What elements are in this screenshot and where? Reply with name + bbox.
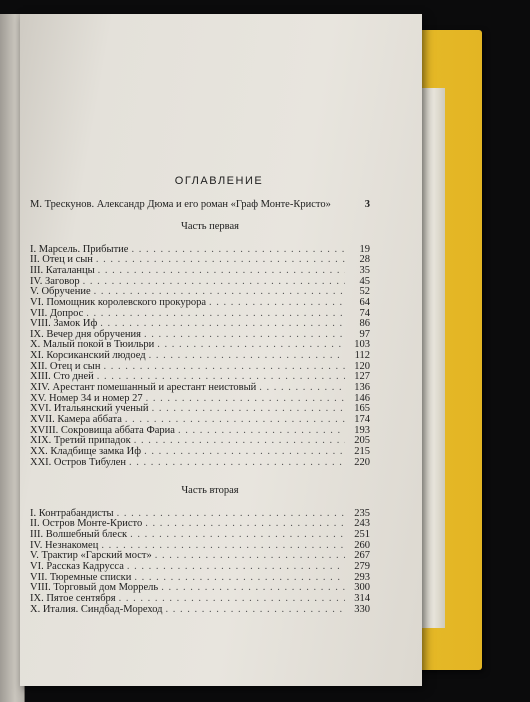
- page-number: 103: [354, 339, 370, 351]
- dot-leader: [103, 362, 345, 373]
- dot-leader: [152, 404, 345, 415]
- chapter-title: VII. Тюремные списки: [30, 571, 132, 583]
- page-number: 136: [354, 382, 370, 394]
- chapter-title: VIII. Замок Иф: [30, 318, 98, 330]
- chapter-title: II. Остров Монте-Кристо: [30, 518, 143, 530]
- dot-leader: [259, 383, 345, 394]
- chapter-title: X. Италия. Синдбад-Мореход: [30, 603, 163, 615]
- dot-leader: [117, 509, 345, 520]
- page-number: 220: [354, 456, 370, 468]
- page-number: 52: [359, 286, 370, 298]
- chapter-title: XI. Корсиканский людоед: [30, 350, 146, 362]
- page-number: 215: [354, 445, 370, 457]
- dot-leader: [134, 436, 345, 447]
- dot-leader: [209, 298, 345, 309]
- chapter-title: X. Малый покой в Тюильри: [30, 339, 155, 351]
- page-number: 97: [359, 328, 370, 340]
- page-number: 267: [354, 550, 370, 562]
- chapter-title: XXI. Остров Тибулен: [30, 456, 126, 468]
- page-number: 174: [354, 413, 370, 425]
- chapter-title: XIX. Третий припадок: [30, 435, 131, 447]
- dot-leader: [96, 255, 345, 266]
- toc-entry: [30, 605, 370, 616]
- dot-leader: [131, 245, 345, 256]
- chapter-title: IV. Заговор: [30, 275, 80, 287]
- page-number: 314: [354, 592, 370, 604]
- page-number: 74: [359, 307, 370, 319]
- page-number: 193: [354, 424, 370, 436]
- chapter-title: VI. Помощник королевского прокурора: [30, 296, 207, 308]
- toc-entry: [30, 594, 370, 605]
- part-one-list: [30, 245, 370, 468]
- toc-entry: [30, 458, 370, 469]
- chapter-title: XVI. Итальянский ученый: [30, 403, 149, 415]
- chapter-title: XV. Номер 34 и номер 27: [30, 392, 143, 404]
- page-number: 300: [354, 582, 370, 594]
- toc-title: ОГЛАВЛЕНИЕ: [174, 175, 264, 187]
- toc-intro-entry: [30, 199, 370, 211]
- toc-entry: [30, 266, 370, 277]
- dot-leader: [134, 573, 345, 584]
- page-number: 243: [354, 518, 370, 530]
- chapter-title: VII. Допрос: [30, 307, 84, 319]
- dot-leader: [144, 330, 345, 341]
- dot-leader: [146, 394, 345, 405]
- page-number: 28: [359, 254, 370, 266]
- dot-leader: [149, 351, 345, 362]
- page-number: 120: [354, 360, 370, 372]
- page-number: 205: [354, 435, 370, 447]
- chapter-title: I. Контрабандисты: [30, 507, 114, 519]
- toc-entry: [30, 298, 370, 309]
- page-number: 165: [354, 403, 370, 415]
- dot-leader: [145, 519, 345, 530]
- page-number: 260: [354, 539, 370, 551]
- chapter-title: III. Каталанцы: [30, 264, 95, 276]
- page-number: 235: [354, 507, 370, 519]
- page-number: 45: [359, 275, 370, 287]
- dot-leader: [166, 605, 346, 616]
- chapter-title: VIII. Торговый дом Моррель: [30, 582, 159, 594]
- chapter-title: IV. Незнакомец: [30, 539, 99, 551]
- page-number: 64: [359, 296, 370, 308]
- chapter-title: XIV. Арестант помешанный и арестант неистовый: [30, 382, 257, 394]
- page-number: 146: [354, 392, 370, 404]
- chapter-title: XII. Отец и сын: [30, 360, 101, 372]
- page-number: 293: [354, 571, 370, 583]
- table-of-contents: [30, 176, 370, 615]
- intro-text: М. Трескунов. Александр Дюма и его роман «Граф Монте-Кристо»: [30, 198, 331, 210]
- dot-leader: [155, 551, 345, 562]
- part-one-title: Часть первая: [181, 221, 239, 233]
- chapter-title: III. Волшебный блеск: [30, 529, 128, 541]
- toc-entry: [30, 415, 370, 426]
- chapter-title: V. Трактир «Гарский мост»: [30, 550, 152, 562]
- chapter-title: V. Обручение: [30, 286, 91, 298]
- dot-leader: [161, 583, 345, 594]
- chapter-title: I. Марсель. Прибытие: [30, 243, 129, 255]
- dot-leader: [98, 266, 345, 277]
- page-number: 112: [354, 350, 370, 362]
- dot-leader: [83, 277, 345, 288]
- toc-entry: [30, 562, 370, 573]
- dot-leader: [157, 340, 345, 351]
- chapter-title: XIII. Сто дней: [30, 371, 94, 383]
- chapter-title: II. Отец и сын: [30, 254, 93, 266]
- chapter-title: XVIII. Сокровища аббата Фариа: [30, 424, 175, 436]
- page-number: 86: [359, 318, 370, 330]
- page-number: 19: [359, 243, 370, 255]
- dot-leader: [178, 426, 345, 437]
- chapter-title: IX. Пятое сентября: [30, 592, 116, 604]
- part-two-list: [30, 509, 370, 615]
- page-number: 330: [354, 603, 370, 615]
- dot-leader: [127, 562, 345, 573]
- page-number: 279: [354, 560, 370, 572]
- chapter-title: XVII. Камера аббата: [30, 413, 122, 425]
- page-number: 251: [354, 529, 370, 541]
- chapter-title: IX. Вечер дня обручения: [30, 328, 141, 340]
- chapter-title: XX. Кладбище замка Иф: [30, 445, 142, 457]
- toc-entry: [30, 447, 370, 458]
- intro-page-number: 3: [364, 198, 370, 210]
- chapter-title: VI. Рассказ Кадрусса: [30, 560, 124, 572]
- page-number: 127: [354, 371, 370, 383]
- dot-leader: [125, 415, 345, 426]
- dot-leader: [119, 594, 345, 605]
- part-two-title: Часть вторая: [181, 485, 239, 497]
- dot-leader: [144, 447, 345, 458]
- page-number: 35: [359, 264, 370, 276]
- dot-leader: [130, 530, 345, 541]
- dot-leader: [129, 458, 345, 469]
- dot-leader: [86, 309, 345, 320]
